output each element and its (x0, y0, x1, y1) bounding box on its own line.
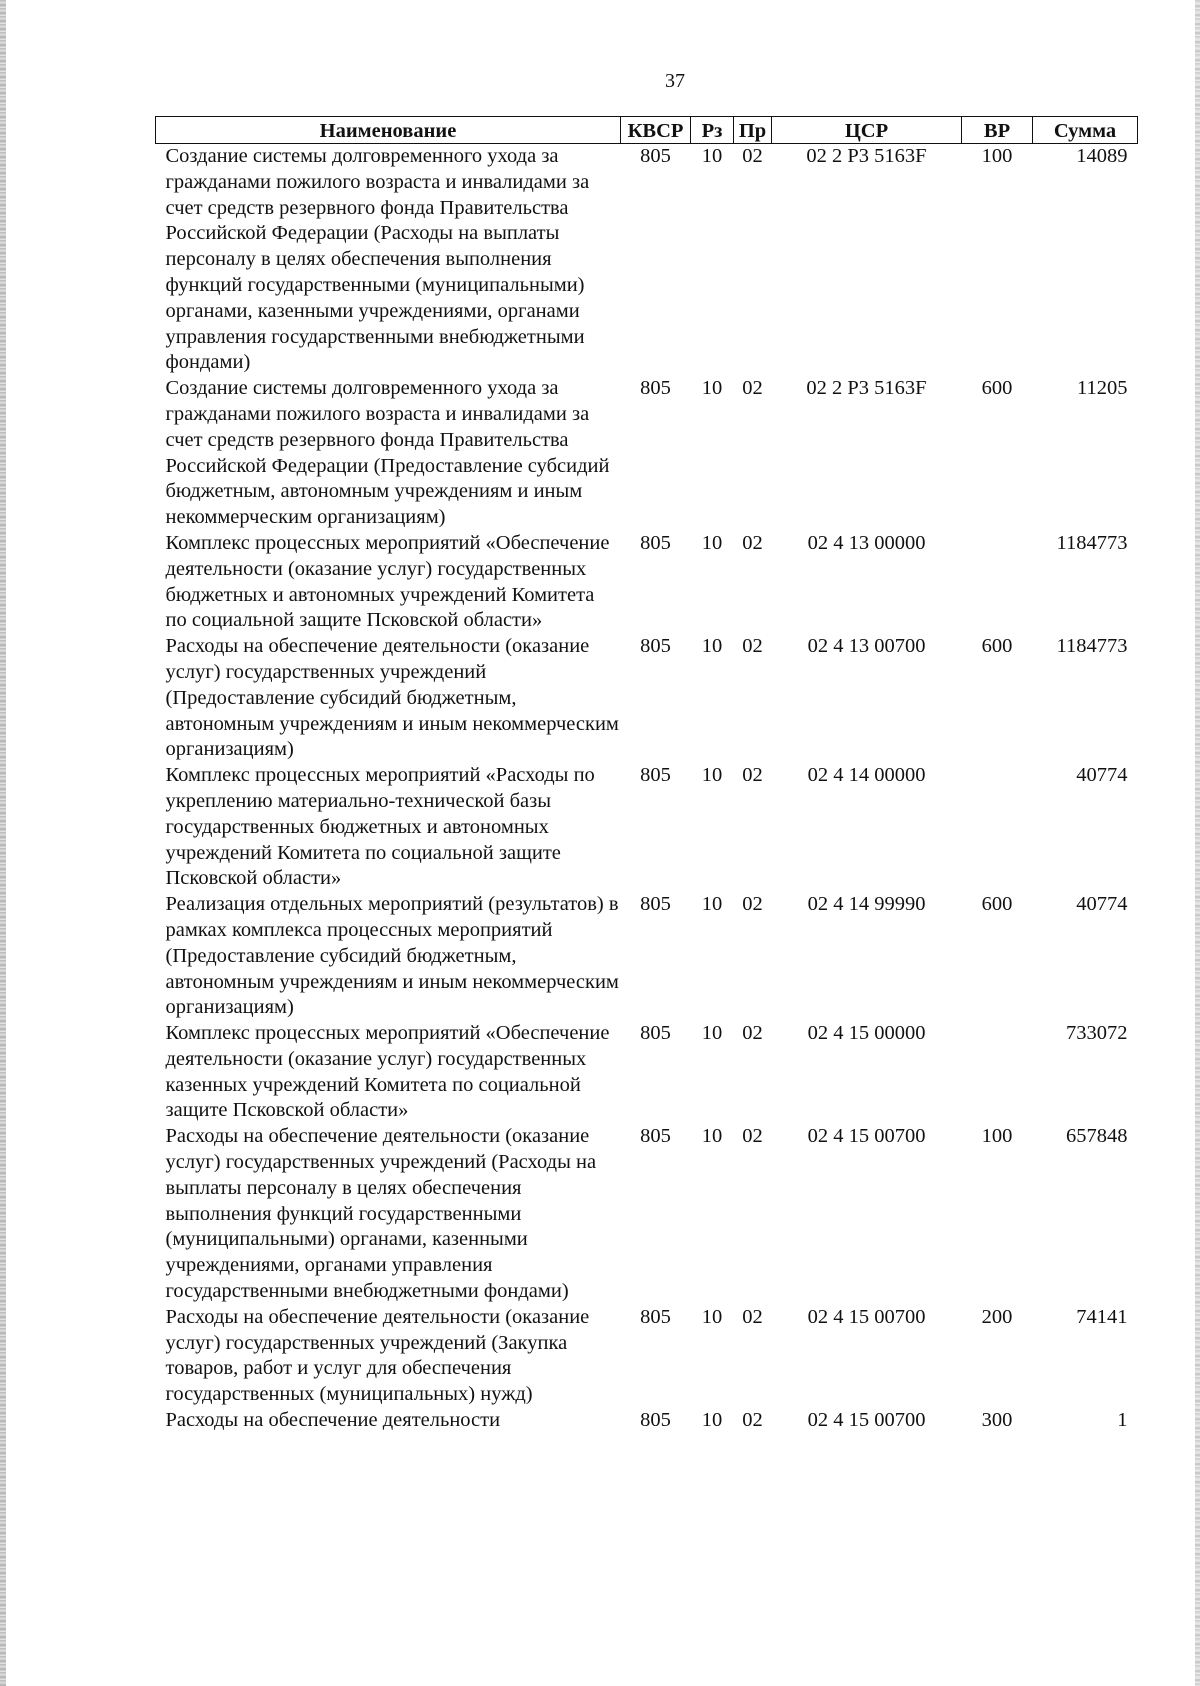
cell-kvsr: 805 (640, 1305, 671, 1328)
table-row (156, 144, 1138, 377)
header-vr: ВР (962, 117, 1033, 144)
cell-name: Расходы на обеспечение деятельности (оказание услуг) государственных учреждений (Закупка товаров, работ и услуг для обеспечения государственных (муниципальных) нужд) (165, 1305, 590, 1406)
cell-vr (962, 763, 1033, 892)
page-number: 37 (665, 70, 685, 92)
cell-name: Расходы на обеспечение деятельности (165, 1409, 501, 1432)
header-kvsr: КВСР (621, 117, 691, 144)
cell-kvsr: 805 (640, 764, 671, 787)
cell-kvsr: 805 (640, 1409, 671, 1432)
cell-pr: 02 (742, 145, 763, 167)
cell-pr: 02 (742, 1022, 763, 1045)
cell-rz: 10 (701, 764, 723, 787)
cell-pr: 02 (742, 377, 763, 400)
cell-sum: 1184773 (1056, 531, 1128, 554)
cell-csr: 02 4 15 00700 (807, 1125, 926, 1148)
cell-sum: 74141 (1076, 1305, 1128, 1328)
header-csr: ЦСР (772, 117, 962, 144)
cell-sum: 1 (1117, 1409, 1128, 1432)
cell-csr: 02 2 P3 5163F (806, 377, 927, 400)
cell-sum: 1184773 (1056, 635, 1128, 658)
cell-sum: 657848 (1066, 1125, 1128, 1148)
cell-rz: 10 (701, 145, 723, 167)
cell-pr: 02 (742, 1125, 763, 1148)
scan-right-edge (1195, 0, 1200, 1686)
cell-kvsr: 805 (640, 893, 671, 916)
table-body (156, 144, 1138, 1434)
cell-pr: 02 (742, 1305, 763, 1328)
table-header-row (156, 117, 1138, 144)
cell-csr: 02 4 15 00700 (807, 1409, 926, 1432)
cell-name: Расходы на обеспечение деятельности (оказание услуг) государственных учреждений (Предоставление субсидий бюджетным, автономным учреждениям и иным некоммерческим организациям) (165, 635, 619, 761)
cell-kvsr: 805 (640, 377, 671, 400)
cell-sum: 733072 (1066, 1022, 1128, 1045)
cell-pr: 02 (742, 1409, 763, 1432)
table-row (156, 1021, 1138, 1124)
cell-rz: 10 (701, 893, 723, 916)
cell-vr (962, 531, 1033, 634)
cell-name: Комплекс процессных мероприятий «Обеспечение деятельности (оказание услуг) государственных казенных учреждений Комитета по социальной защите Псковской области» (165, 1022, 610, 1122)
cell-vr: 300 (981, 1409, 1013, 1432)
header-rz: Рз (691, 117, 734, 144)
cell-csr: 02 4 14 00000 (807, 764, 926, 787)
table-row (156, 892, 1138, 1021)
table-row (156, 1124, 1138, 1305)
cell-sum: 11205 (1077, 377, 1128, 400)
table-row (156, 376, 1138, 531)
cell-csr: 02 4 15 00000 (807, 1022, 926, 1045)
cell-kvsr: 805 (640, 145, 671, 167)
cell-kvsr: 805 (640, 531, 671, 554)
cell-rz: 10 (701, 1022, 723, 1045)
cell-vr: 200 (981, 1305, 1013, 1328)
cell-csr: 02 4 13 00700 (807, 635, 926, 658)
cell-name: Создание системы долговременного ухода за гражданами пожилого возраста и инвалидами за счет средств резервного фонда Правительства Российской Федерации (Предоставление субсидий бюджетным, автономным учреждениям и иным некоммерческим организациям) (165, 377, 610, 529)
cell-vr: 600 (981, 377, 1013, 400)
cell-vr: 600 (981, 635, 1013, 658)
cell-kvsr: 805 (640, 1125, 671, 1148)
cell-rz: 10 (701, 1409, 723, 1432)
cell-csr: 02 4 14 99990 (807, 893, 926, 916)
cell-rz: 10 (701, 531, 723, 554)
cell-name: Реализация отдельных мероприятий (результатов) в рамках комплекса процессных мероприятий (Предоставление субсидий бюджетным, автономным учреждениям и иным некоммерческим организациям) (165, 893, 619, 1019)
cell-vr: 100 (981, 1125, 1013, 1148)
cell-sum: 40774 (1076, 764, 1128, 787)
header-name: Наименование (156, 117, 621, 144)
cell-kvsr: 805 (640, 1022, 671, 1045)
cell-csr: 02 2 P3 5163F (806, 145, 927, 167)
budget-table (155, 116, 1138, 1434)
cell-name: Расходы на обеспечение деятельности (оказание услуг) государственных учреждений (Расходы на выплаты персоналу в целях обеспечения выполнения функций государственными (муниципальными) органами, казенными учреждениями, органами управления государственными внебюджетными фондами) (165, 1125, 597, 1303)
cell-name: Создание системы долговременного ухода за гражданами пожилого возраста и инвалидами за счет средств резервного фонда Правительства Российской Федерации (Расходы на выплаты персоналу в целях обеспечения выполнения функций государственными (муниципальными) органами, казенными учреждениями, органами управления государственными внебюджетными фондами) (165, 145, 590, 374)
cell-rz: 10 (701, 635, 723, 658)
cell-kvsr: 805 (640, 635, 671, 658)
scan-left-edge (0, 0, 6, 1686)
header-pr: Пр (734, 117, 772, 144)
cell-vr: 100 (981, 145, 1013, 167)
cell-name: Комплекс процессных мероприятий «Расходы по укреплению материально-технической базы государственных бюджетных и автономных учреждений Комитета по социальной защите Псковской области» (165, 764, 595, 890)
table-row (156, 763, 1138, 892)
cell-rz: 10 (701, 1305, 723, 1328)
table-row (156, 634, 1138, 763)
cell-rz: 10 (701, 1125, 723, 1148)
cell-pr: 02 (742, 635, 763, 658)
header-sum: Сумма (1033, 117, 1138, 144)
cell-vr: 600 (981, 893, 1013, 916)
cell-vr (962, 1021, 1033, 1124)
cell-pr: 02 (742, 893, 763, 916)
cell-sum: 40774 (1076, 893, 1128, 916)
table-row (156, 531, 1138, 634)
table-row (156, 1408, 1138, 1434)
cell-sum: 14089 (1076, 145, 1128, 167)
cell-pr: 02 (742, 531, 763, 554)
cell-rz: 10 (701, 377, 723, 400)
cell-csr: 02 4 13 00000 (807, 531, 926, 554)
cell-pr: 02 (742, 764, 763, 787)
cell-name: Комплекс процессных мероприятий «Обеспечение деятельности (оказание услуг) государственных бюджетных и автономных учреждений Комитета по социальной защите Псковской области» (165, 531, 610, 632)
table-row (156, 1305, 1138, 1408)
cell-csr: 02 4 15 00700 (807, 1305, 926, 1328)
